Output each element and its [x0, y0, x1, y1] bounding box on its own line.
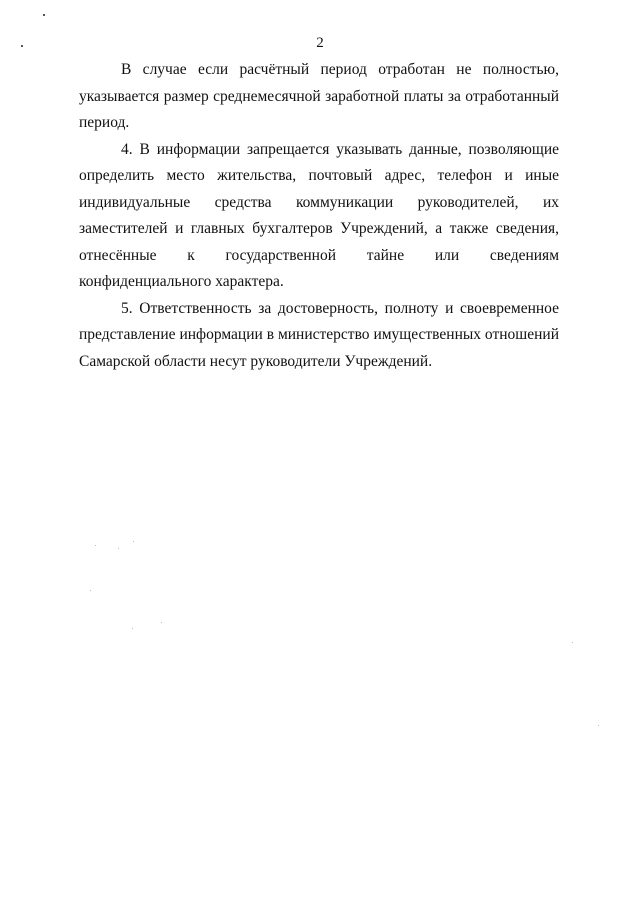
paragraph-item-5: 5. Ответственность за достоверность, полноту и своевременное представление информации в министерство имущественных отношений Самарской области несут руководители Учреждений. — [79, 299, 559, 370]
scan-speck — [118, 548, 119, 549]
scan-speck — [132, 628, 133, 629]
paragraph-item-4: 4. В информации запрещается указывать данные, позволяющие определить место жительства, почтовый адрес, телефон и иные индивидуальные средства коммуникации руководителей, их заместителей и главных бухгалтеров Учреждений, а также сведения, отнесённые к государственной тайне или сведениям конфиденциального характера. — [79, 140, 559, 290]
scan-speck — [43, 14, 45, 16]
scan-speck — [133, 541, 134, 542]
scan-speck — [598, 725, 599, 726]
scan-speck — [95, 545, 96, 546]
document-body — [79, 57, 559, 375]
page-number: 2 — [316, 35, 324, 51]
scan-speck — [572, 642, 573, 643]
scan-speck — [21, 45, 23, 47]
scan-speck — [161, 622, 162, 623]
paragraph-partial-period: В случае если расчётный период отработан не полностью, указывается размер среднемесячной заработной платы за отработанный период. — [79, 61, 559, 131]
scan-speck — [90, 590, 91, 591]
